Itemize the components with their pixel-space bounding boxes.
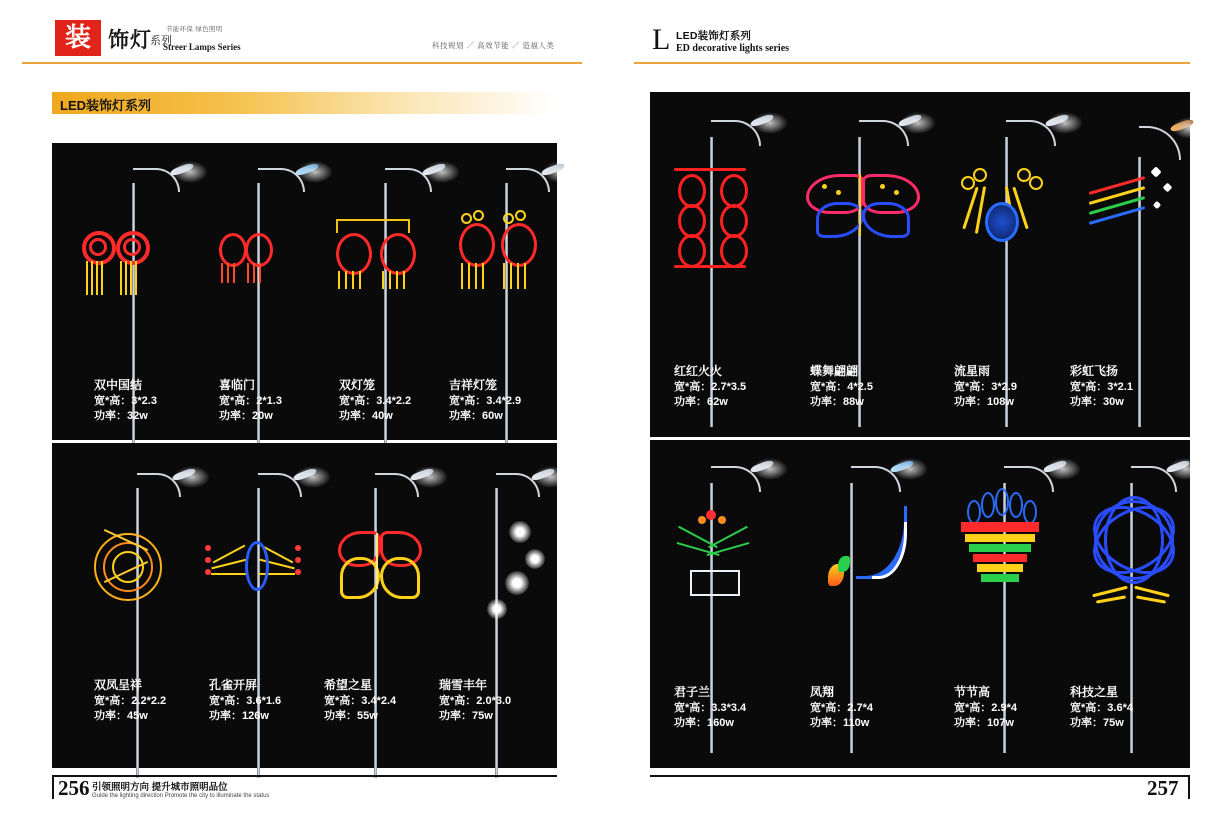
product-size: 宽*高：3*2.3: [94, 395, 157, 407]
footer-tick-left: [52, 777, 54, 799]
product-name: 凤翔: [810, 685, 835, 699]
caption-block: [324, 678, 396, 724]
footer-text-cn: 引领照明方向 提升城市照明品位: [92, 782, 228, 793]
product-power: 功率：45w: [94, 710, 148, 722]
brand-series-en: Streer Lamps Series: [163, 42, 241, 52]
caption-block: [954, 364, 1017, 410]
product-name: 君子兰: [674, 685, 711, 699]
product-figure-双凤呈祥: [72, 453, 192, 813]
product-size: 宽*高：3*2.9: [954, 381, 1017, 393]
caption-block: [810, 685, 873, 731]
product-power: 功率：126w: [209, 710, 269, 722]
product-name: 双凤呈祥: [94, 678, 143, 692]
caption-block: [1070, 685, 1133, 731]
product-name: 喜临门: [219, 378, 256, 392]
caption-block: [219, 378, 282, 424]
product-power: 功率：75w: [439, 710, 493, 722]
product-name: 孔雀开屏: [209, 678, 258, 692]
product-power: 功率：55w: [324, 710, 378, 722]
product-size: 宽*高：4*2.5: [810, 381, 873, 393]
caption-block: [1070, 364, 1133, 410]
product-power: 功率：20w: [219, 410, 273, 422]
product-name: 节节高: [954, 685, 991, 699]
product-power: 功率：107w: [954, 717, 1014, 729]
product-name: 科技之星: [1070, 685, 1119, 699]
caption-block: [810, 364, 873, 410]
product-power: 功率：108w: [954, 396, 1014, 408]
photo-panel-left-row1: [52, 143, 557, 440]
brand-series-cn: 系列: [150, 35, 172, 47]
product-size: 宽*高：3.4*2.2: [339, 395, 412, 407]
caption-block: [94, 678, 166, 724]
product-name: 双灯笼: [339, 378, 376, 392]
product-size: 宽*高：3.4*2.9: [449, 395, 522, 407]
product-name: 红红火火: [674, 364, 723, 378]
product-power: 功率：110w: [810, 717, 870, 729]
product-figure-瑞雪丰年: [447, 453, 557, 813]
header-rule: [22, 62, 582, 64]
section-title-text: LED装饰灯系列: [60, 98, 152, 113]
brand-logo-mark: [55, 20, 101, 56]
product-name: 瑞雪丰年: [439, 678, 488, 692]
header-initial-right: L: [652, 23, 671, 56]
header-rule-right: [634, 62, 1190, 64]
product-size: 宽*高：2.0*3.0: [439, 695, 512, 707]
product-name: 蝶舞翩翩: [810, 364, 859, 378]
page-number-right: 257: [1147, 776, 1179, 800]
caption-block: [674, 685, 746, 731]
header-title-right-en: ED decorative lights series: [676, 43, 790, 54]
product-size: 宽*高：3.6*1.6: [209, 695, 282, 707]
caption-block: [954, 685, 1017, 731]
footer-text-en: Guide the lighting direction Promote the city to illuminate the status: [92, 793, 270, 799]
product-power: 功率：30w: [1070, 396, 1124, 408]
product-power: 功率：160w: [674, 717, 734, 729]
product-power: 功率：88w: [810, 396, 864, 408]
product-size: 宽*高：3.6*4: [1070, 702, 1133, 714]
product-size: 宽*高：3.3*3.4: [674, 702, 747, 714]
photo-panel-right-row2: [650, 440, 1190, 768]
product-size: 宽*高：3.4*2.4: [324, 695, 397, 707]
caption-block: [339, 378, 411, 424]
product-size: 宽*高：2.7*3.5: [674, 381, 747, 393]
product-name: 吉祥灯笼: [449, 378, 498, 392]
product-size: 宽*高：2.2*2.2: [94, 695, 167, 707]
brand-tagline: 节能环保 绿色照明: [166, 26, 223, 33]
product-power: 功率：40w: [339, 410, 393, 422]
product-size: 宽*高：3*2.1: [1070, 381, 1133, 393]
product-size: 宽*高：2*1.3: [219, 395, 282, 407]
footer-tick-right: [1188, 777, 1190, 799]
header-title-right-cn: LED装饰灯系列: [676, 30, 752, 42]
caption-block: [209, 678, 281, 724]
product-figure-希望之星: [322, 453, 447, 813]
page-number-left: 256: [58, 776, 90, 800]
product-power: 功率：75w: [1070, 717, 1124, 729]
product-name: 彩虹飞扬: [1070, 364, 1119, 378]
product-figure-孔雀开屏: [197, 453, 322, 813]
brand-name-cn: 饰灯: [108, 29, 152, 52]
product-name: 双中国结: [94, 378, 143, 392]
footer-rule-right: [650, 775, 1190, 777]
brand-logo-char: 装: [64, 23, 91, 53]
caption-block: [439, 678, 511, 724]
section-title-accent: [52, 92, 57, 114]
right-page: [604, 0, 1207, 825]
product-name: 流星雨: [954, 364, 991, 378]
product-power: 功率：62w: [674, 396, 728, 408]
caption-block: [674, 364, 746, 410]
footer-rule-left: [52, 775, 557, 777]
product-power: 功率：60w: [449, 410, 503, 422]
caption-block: [94, 378, 157, 424]
product-size: 宽*高：2.9*4: [954, 702, 1017, 714]
caption-block: [449, 378, 521, 424]
product-size: 宽*高：2.7*4: [810, 702, 873, 714]
photo-panel-left-row2: [52, 443, 557, 768]
photo-panel-right-row1: [650, 92, 1190, 437]
product-name: 希望之星: [324, 678, 373, 692]
header-slogan: 科技规划 ／ 高效节能 ／ 造福人类: [432, 41, 555, 50]
product-power: 功率：32w: [94, 410, 148, 422]
